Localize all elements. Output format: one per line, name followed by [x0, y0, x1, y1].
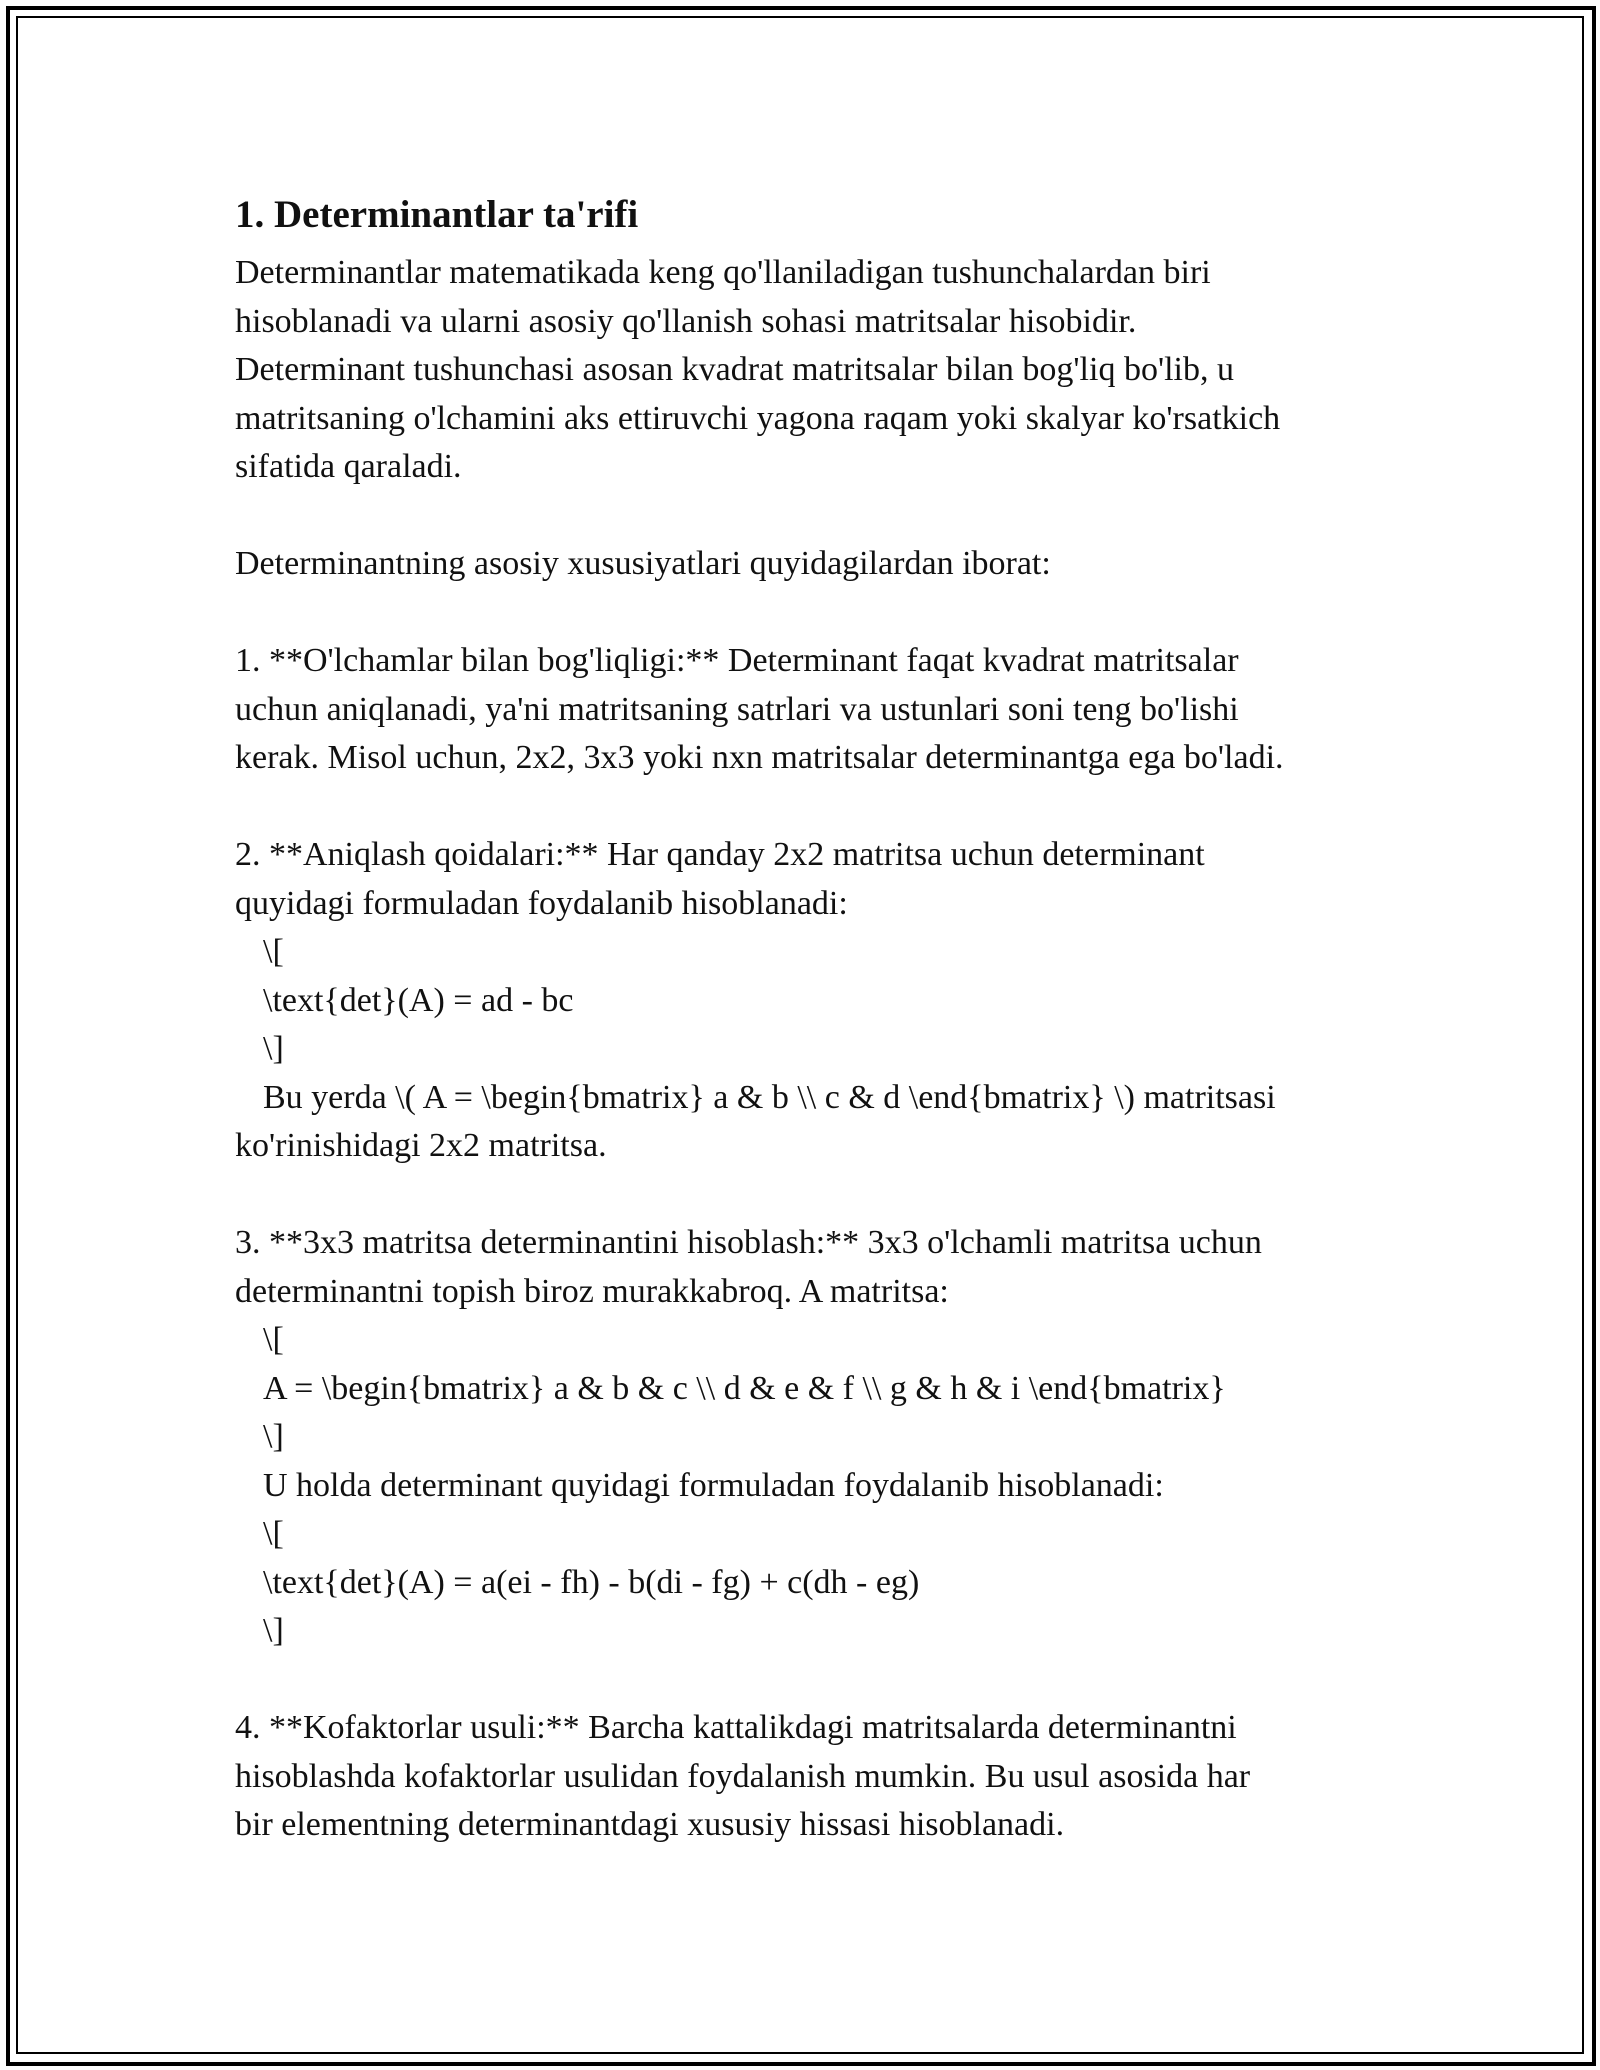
text-line: \text{det}(A) = a(ei - fh) - b(di - fg) + c(dh - eg): [263, 1563, 920, 1601]
text-line: sifatida qaraladi.: [235, 448, 462, 485]
text-line: 2. **Aniqlash qoidalari:** Har qanday 2x2 matritsa uchun determinant: [235, 836, 1205, 873]
blank-line: [235, 589, 1385, 638]
text-line: \]: [263, 1030, 284, 1067]
text-line: \[: [263, 933, 284, 970]
text-line: 3. **3x3 matritsa determinantini hisoblash:** 3x3 o'lchamli matritsa uchun: [235, 1224, 1262, 1261]
blank-line: [235, 783, 1385, 832]
document-body: [235, 185, 1385, 1850]
text-line: determinantni topish biroz murakkabroq. A matritsa:: [235, 1272, 949, 1310]
blank-line: [235, 1656, 1385, 1705]
text-line: ko'rinishidagi 2x2 matritsa.: [235, 1127, 607, 1164]
text-line: A = \begin{bmatrix} a & b & c \\ d & e & f \\ g & h & i \end{bmatrix}: [263, 1369, 1226, 1407]
text-line: 4. **Kofaktorlar usuli:** Barcha kattalikdagi matritsalarda determinantni: [235, 1709, 1237, 1746]
text-line: matritsaning o'lchamini aks ettiruvchi yagona raqam yoki skalyar ko'rsatkich: [235, 399, 1281, 437]
text-line: Determinant tushunchasi asosan kvadrat matritsalar bilan bog'liq bo'lib, u: [235, 351, 1234, 388]
section-heading: 1. Determinantlar ta'rifi: [235, 193, 639, 236]
document-text: [235, 249, 1385, 1850]
text-line: Bu yerda \( A = \begin{bmatrix} a & b \\ c & d \end{bmatrix} \) matritsasi: [263, 1078, 1276, 1116]
text-line: hisoblashda kofaktorlar usulidan foydalanish mumkin. Bu usul asosida har: [235, 1757, 1251, 1795]
text-line: \]: [263, 1612, 284, 1649]
text-line: uchun aniqlanadi, ya'ni matritsaning satrlari va ustunlari soni teng bo'lishi: [235, 690, 1239, 728]
text-line: Determinantning asosiy xususiyatlari quyidagilardan iborat:: [235, 545, 1051, 582]
text-line: \[: [263, 1515, 284, 1552]
text-line: Determinantlar matematikada keng qo'llaniladigan tushunchalardan biri: [235, 254, 1211, 291]
text-line: hisoblanadi va ularni asosiy qo'llanish sohasi matritsalar hisobidir.: [235, 302, 1137, 340]
text-line: \[: [263, 1321, 284, 1358]
text-line: quyidagi formuladan foydalanib hisoblanadi:: [235, 884, 848, 922]
blank-line: [235, 1171, 1385, 1220]
text-line: \]: [263, 1418, 284, 1455]
text-line: \text{det}(A) = ad - bc: [263, 981, 574, 1019]
text-line: 1. **O'lchamlar bilan bog'liqligi:** Determinant faqat kvadrat matritsalar: [235, 642, 1239, 679]
text-line: U holda determinant quyidagi formuladan foydalanib hisoblanadi:: [263, 1466, 1164, 1504]
text-line: kerak. Misol uchun, 2x2, 3x3 yoki nxn matritsalar determinantga ega bo'ladi.: [235, 739, 1284, 776]
text-line: bir elementning determinantdagi xususiy hissasi hisoblanadi.: [235, 1806, 1065, 1843]
blank-line: [235, 492, 1385, 541]
